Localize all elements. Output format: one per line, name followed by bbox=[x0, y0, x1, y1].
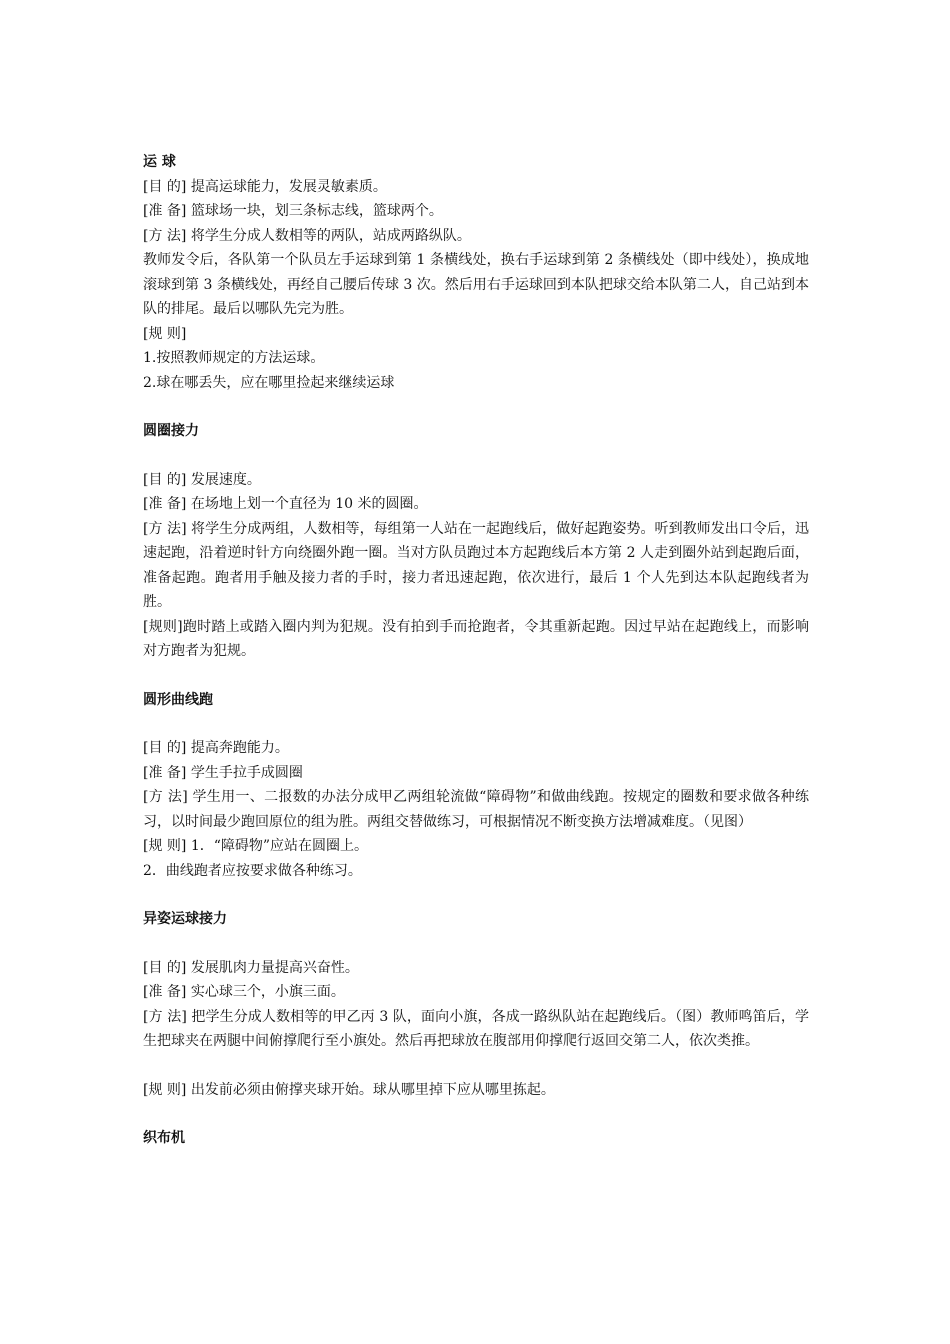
paragraph: [目 的] 提高奔跑能力。 bbox=[143, 740, 289, 756]
blank-line bbox=[143, 932, 809, 956]
paragraph: [准 备] 在场地上划一个直径为 10 米的圆圈。 bbox=[143, 496, 428, 512]
paragraph: 2.球在哪丢失，应在哪里捡起来继续运球 bbox=[143, 374, 395, 391]
section-title: 织布机 bbox=[143, 1130, 185, 1146]
paragraph: [方 法] 把学生分成人数相等的甲乙丙 3 队，面向小旗，各成一路纵队站在起跑线后。（图）教师鸣笛后，学生把球夹在两腿中间俯撑爬行至小旗处。然后再把球放在腹部用仰撑爬行返回交第二人，依次类推。 bbox=[143, 1008, 809, 1049]
paragraph: [规 则] 出发前必须由俯撑夹球开始。球从哪里掉下应从哪里拣起。 bbox=[143, 1081, 555, 1098]
paragraph: [规 则] 1．“障碍物”应站在圆圈上。 bbox=[143, 838, 369, 854]
paragraph: 2．曲线跑者应按要求做各种练习。 bbox=[143, 862, 362, 879]
paragraph: [方 法] 将学生分成两组，人数相等，每组第一人站在一起跑线后，做好起跑姿势。听到教师发出口令后，迅速起跑，沿着逆时针方向绕圈外跑一圈。当对方队员跑过本方起跑线后本方第 2 人走到圈外站到起跑后面，准备起跑。跑者用手触及接力者的手时，接力者迅速起跑，依次进行，最后 1 个人先到达本队起跑线者为胜。 bbox=[143, 520, 809, 610]
paragraph: [目 的] 提高运球能力，发展灵敏素质。 bbox=[143, 178, 387, 195]
section-posture-ball-relay bbox=[143, 907, 809, 1102]
paragraph: 教师发令后，各队第一个队员左手运球到第 1 条横线处，换右手运球到第 2 条横线处（即中线处），换成地滚球到第 3 条横线处，再经自己腰后传球 3 次。然后用右手运球回到本队把球交给本队第二人，自己站到本队的排尾。最后以哪队先完为胜。 bbox=[143, 252, 809, 317]
section-title: 异姿运球接力 bbox=[143, 911, 227, 927]
paragraph: [准 备] 实心球三个，小旗三面。 bbox=[143, 984, 345, 1000]
paragraph: [方 法] 将学生分成人数相等的两队，站成两路纵队。 bbox=[143, 227, 471, 244]
paragraph: [准 备] 篮球场一块，划三条标志线，篮球两个。 bbox=[143, 203, 443, 219]
blank-line bbox=[143, 444, 809, 468]
section-title: 圆形曲线跑 bbox=[143, 691, 213, 708]
document-page bbox=[143, 150, 809, 1151]
paragraph: [方 法] 学生用一、二报数的办法分成甲乙两组轮流做“障碍物”和做曲线跑。按规定的圈数和要求做各种练习，以时间最少跑回原位的组为胜。两组交替做练习，可根据情况不断变换方法增减难度。（见图） bbox=[143, 789, 809, 830]
section-circular-curve-run bbox=[143, 688, 809, 884]
blank-line bbox=[143, 712, 809, 736]
paragraph: 1.按照教师规定的方法运球。 bbox=[143, 350, 325, 366]
section-title: 运 球 bbox=[143, 154, 176, 170]
paragraph: [目 的] 发展肌肉力量提高兴奋性。 bbox=[143, 959, 359, 976]
section-title: 圆圈接力 bbox=[143, 423, 199, 439]
paragraph: [规则]跑时踏上或踏入圈内判为犯规。没有拍到手而抢跑者，令其重新起跑。因过早站在起跑线上，而影响对方跑者为犯规。 bbox=[143, 618, 809, 659]
blank-line bbox=[143, 1054, 809, 1078]
section-loom bbox=[143, 1126, 809, 1151]
section-dribbling bbox=[143, 150, 809, 395]
paragraph: [目 的] 发展速度。 bbox=[143, 471, 261, 488]
section-circle-relay bbox=[143, 419, 809, 664]
paragraph: [规 则] bbox=[143, 325, 187, 342]
paragraph: [准 备] 学生手拉手成圆圈 bbox=[143, 764, 303, 781]
